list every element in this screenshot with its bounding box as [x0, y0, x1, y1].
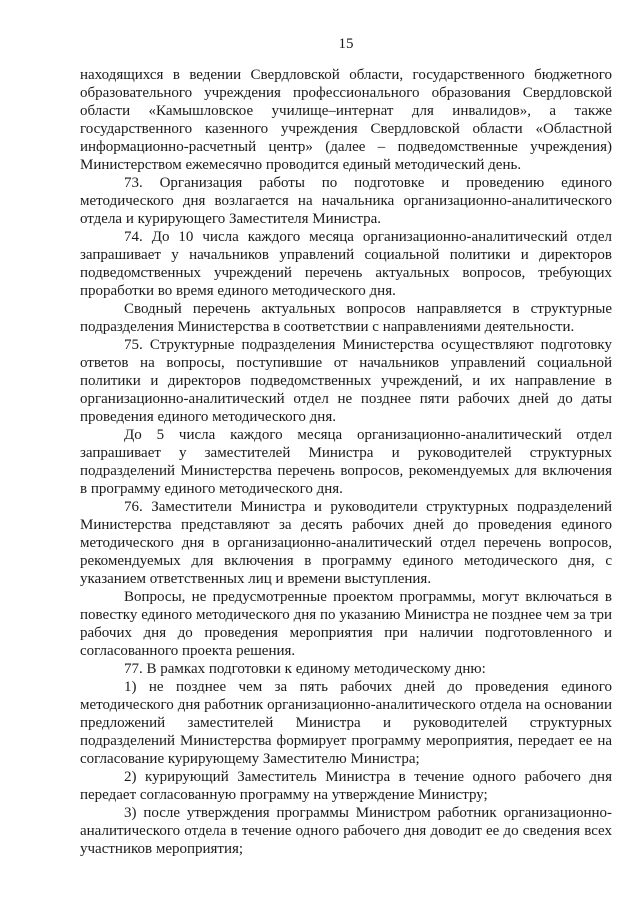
paragraph: Сводный перечень актуальных вопросов направляется в структурные подразделения Министерства в соответствии с направлениями деятельности. [80, 301, 612, 335]
paragraph: 73. Организация работы по подготовке и проведению единого методического дня возлагается на начальника организационно-аналитического отдела и курирующего Заместителя Министра. [80, 175, 612, 227]
paragraph: 3) после утверждения программы Министром работник организационно-аналитического отдела в течение одного рабочего дня доводит ее до сведения всех участников мероприятия; [80, 805, 612, 857]
paragraph: 77. В рамках подготовки к единому методическому дню: [124, 661, 486, 677]
document-body [80, 66, 612, 858]
paragraph: 74. До 10 числа каждого месяца организационно-аналитический отдел запрашивает у начальников управлений социальной политики и директоров подведомственных учреждений перечень актуальных вопросов, требующих проработки во время единого методического дня. [80, 229, 612, 299]
document-page [80, 34, 612, 858]
paragraph: 2) курирующий Заместитель Министра в течение одного рабочего дня передает согласованную программу на утверждение Министру; [80, 769, 612, 803]
page-number: 15 [338, 36, 354, 52]
paragraph: До 5 числа каждого месяца организационно-аналитический отдел запрашивает у заместителей Министра и руководителей структурных подразделений Министерства перечень вопросов, рекомендуемых для включения в программу единого методического дня. [80, 427, 612, 497]
paragraph: 75. Структурные подразделения Министерства осуществляют подготовку ответов на вопросы, поступившие от начальников управлений социальной политики и директоров подведомственных учреждений, и их направление в организационно-аналитический отдел не позднее пяти рабочих дней до даты проведения единого методического дня. [80, 337, 612, 425]
paragraph: 76. Заместители Министра и руководители структурных подразделений Министерства представляют за десять рабочих дней до проведения единого методического дня в организационно-аналитический отдел перечень вопросов, рекомендуемых для включения в программу единого методического дня, с указанием ответственных лиц и времени выступления. [80, 499, 612, 587]
paragraph: находящихся в ведении Свердловской области, государственного бюджетного образовательного учреждения профессионального образования Свердловской области «Камышловское училище–интернат для инвалидов», а также государственного казенного учреждения Свердловской области «Областной информационно-расчетный центр» (далее – подведомственные учреждения) Министерством ежемесячно проводится единый методический день. [80, 67, 612, 173]
paragraph: Вопросы, не предусмотренные проектом программы, могут включаться в повестку единого методического дня по указанию Министра не позднее чем за три рабочих дня до проведения мероприятия при наличии подготовленного и согласованного проекта решения. [80, 589, 612, 659]
paragraph: 1) не позднее чем за пять рабочих дней до проведения единого методического дня работник организационно-аналитического отдела на основании предложений заместителей Министра и руководителей структурных подразделений Министерства формирует программу мероприятия, передает ее на согласование курирующему Заместителю Министра; [80, 679, 612, 767]
